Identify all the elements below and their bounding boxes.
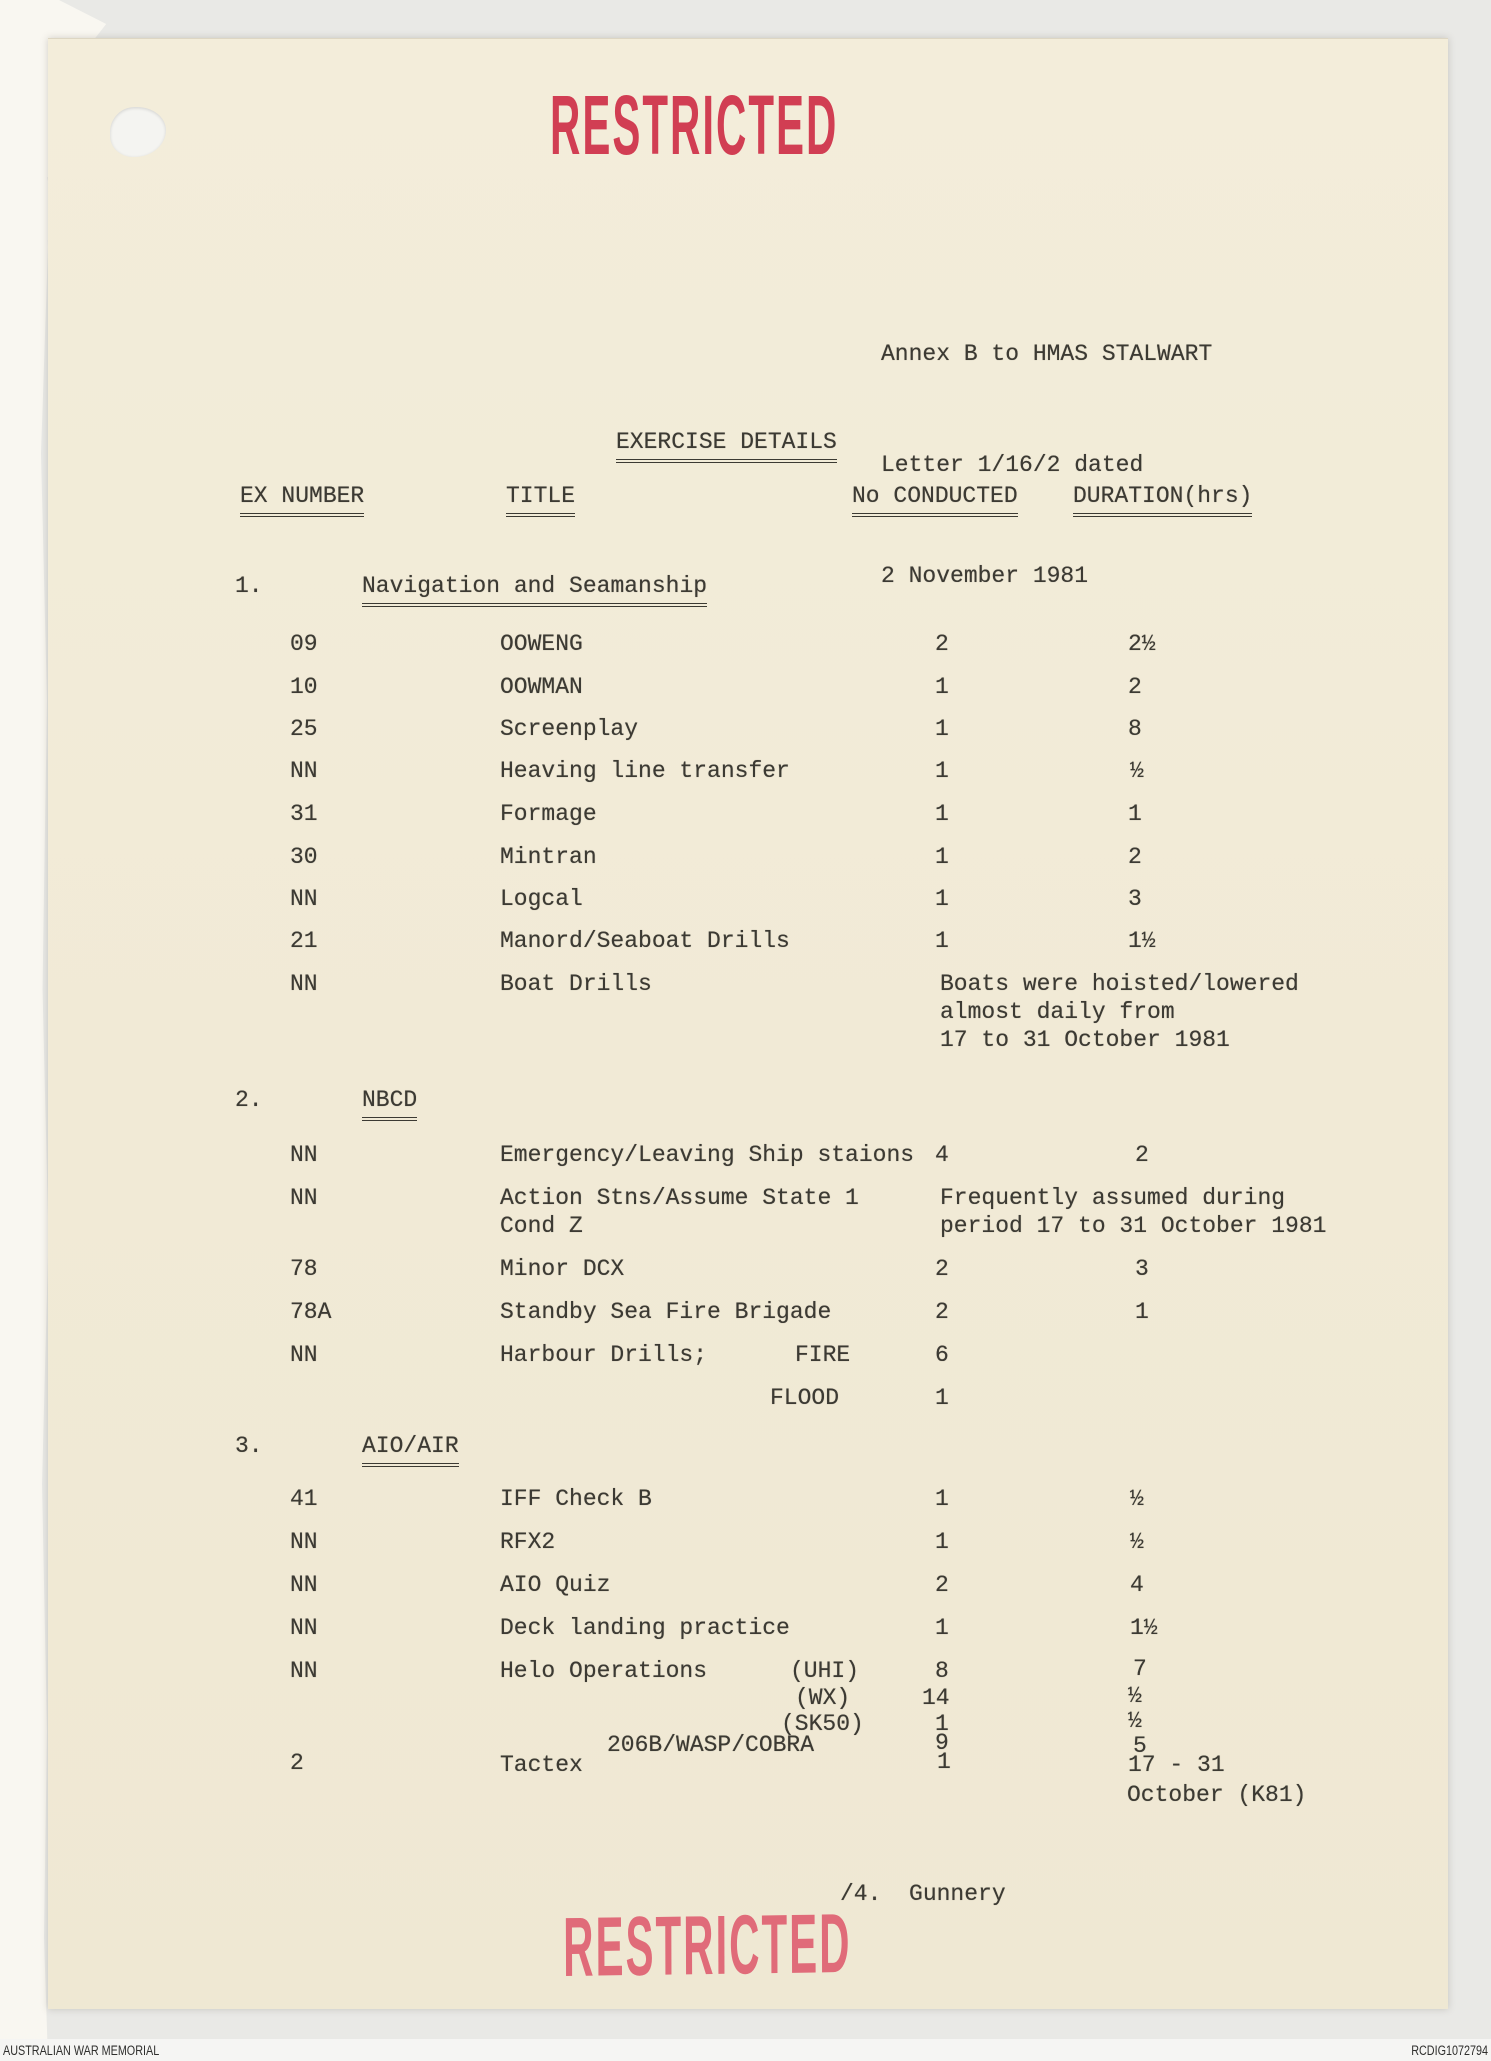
col-header-ex-number: EX NUMBER	[240, 482, 364, 517]
cell-no: 9	[935, 1730, 949, 1756]
continuation-note: /4. Gunnery	[840, 1881, 1006, 1907]
col-header-duration: DURATION(hrs)	[1073, 482, 1252, 517]
cell-no: 2	[935, 1299, 949, 1325]
scan-footer-bar	[0, 2039, 1491, 2061]
cell-duration: ½	[1130, 758, 1144, 784]
cell-duration-line2: October (K81)	[1127, 1782, 1307, 1808]
cell-ex: 41	[290, 1486, 318, 1512]
cell-title-line2: Cond Z	[500, 1213, 583, 1239]
cell-no: 1	[935, 674, 949, 700]
annex-line: 2 November 1981	[881, 563, 1089, 589]
section-number: 2.	[235, 1087, 263, 1113]
cell-no: 1	[935, 886, 949, 912]
cell-subtitle: (WX)	[795, 1685, 851, 1711]
cell-ex: NN	[290, 1615, 318, 1641]
cell-ex: NN	[290, 971, 318, 997]
cell-subtitle: FIRE	[795, 1342, 851, 1368]
restricted-stamp-bottom: RESTRICTED	[562, 1895, 852, 1994]
cell-duration: 17 - 31	[1128, 1752, 1225, 1778]
cell-ex: NN	[290, 758, 318, 784]
document-page	[48, 38, 1448, 2009]
cell-no: 1	[935, 1615, 949, 1641]
cell-note-line: period 17 to 31 October 1981	[940, 1213, 1327, 1239]
cell-title: AIO Quiz	[500, 1572, 611, 1598]
cell-ex: 21	[290, 928, 318, 954]
cell-no: 1	[935, 1529, 949, 1555]
cell-ex: 10	[290, 674, 318, 700]
punch-hole	[110, 107, 166, 157]
scan-torn-edge	[0, 0, 50, 2061]
cell-duration: 1½	[1130, 1615, 1158, 1641]
cell-no: 2	[935, 631, 949, 657]
cell-no: 1	[935, 716, 949, 742]
cell-title: Heaving line transfer	[500, 758, 790, 784]
cell-note-line: almost daily from	[940, 999, 1175, 1025]
cell-title: Emergency/Leaving Ship staions	[500, 1142, 915, 1168]
cell-duration: 2	[1135, 1142, 1149, 1168]
cell-ex: NN	[290, 1572, 318, 1598]
cell-no: 1	[935, 801, 949, 827]
cell-duration: ½	[1130, 1486, 1144, 1512]
cell-no: 14	[922, 1685, 950, 1711]
cell-no: 1	[935, 1385, 949, 1411]
cell-ex: 78A	[290, 1299, 332, 1325]
cell-ex: 30	[290, 844, 318, 870]
cell-title: Standby Sea Fire Brigade	[500, 1299, 832, 1325]
cell-ex: NN	[290, 1142, 318, 1168]
cell-title: Logcal	[500, 886, 583, 912]
cell-no: 1	[935, 844, 949, 870]
cell-subtitle: (SK50)	[781, 1711, 864, 1737]
cell-title: Deck landing practice	[500, 1615, 790, 1641]
cell-ex: NN	[290, 1658, 318, 1684]
cell-no: 8	[935, 1658, 949, 1684]
cell-duration: 3	[1128, 886, 1142, 912]
cell-no: 2	[935, 1256, 949, 1282]
col-header-no-conducted: No CONDUCTED	[852, 482, 1018, 517]
footer-archive-label: AUSTRALIAN WAR MEMORIAL	[3, 2042, 160, 2058]
cell-duration: 2	[1128, 674, 1142, 700]
cell-duration: 5	[1133, 1733, 1147, 1759]
cell-ex: 31	[290, 801, 318, 827]
cell-duration: 4	[1130, 1572, 1144, 1598]
cell-ex: NN	[290, 1185, 318, 1211]
cell-title: IFF Check B	[500, 1486, 652, 1512]
cell-note-line: 17 to 31 October 1981	[940, 1027, 1230, 1053]
section-heading: NBCD	[362, 1086, 417, 1121]
cell-subtitle: (UHI)	[790, 1658, 860, 1684]
section-number: 1.	[235, 573, 263, 599]
cell-title: RFX2	[500, 1529, 556, 1555]
cell-duration: 1	[1128, 801, 1142, 827]
cell-ex: 78	[290, 1256, 318, 1282]
cell-no: 6	[935, 1342, 949, 1368]
cell-no: 1	[937, 1749, 951, 1775]
footer-record-id: RCDIG1072794	[1411, 2042, 1488, 2058]
annex-reference	[881, 262, 1212, 669]
cell-title: Formage	[500, 801, 597, 827]
cell-duration: 2	[1128, 844, 1142, 870]
cell-subtitle: FLOOD	[770, 1385, 840, 1411]
cell-title: Screenplay	[500, 716, 639, 742]
cell-title: Mintran	[500, 844, 597, 870]
cell-no: 4	[935, 1142, 949, 1168]
section-heading: AIO/AIR	[362, 1432, 459, 1467]
cell-title: Minor DCX	[500, 1256, 625, 1282]
page-title: EXERCISE DETAILS	[616, 428, 837, 463]
cell-no: 1	[935, 758, 949, 784]
cell-title: Action Stns/Assume State 1	[500, 1185, 859, 1211]
cell-title: OOWMAN	[500, 674, 583, 700]
cell-no: 1	[935, 1486, 949, 1512]
cell-duration: 8	[1128, 716, 1142, 742]
cell-note-line: Frequently assumed during	[940, 1185, 1286, 1211]
cell-ex: 2	[290, 1750, 304, 1776]
section-number: 3.	[235, 1433, 263, 1459]
cell-duration: 1½	[1128, 928, 1156, 954]
cell-duration: ½	[1128, 1683, 1142, 1709]
restricted-stamp-top: RESTRICTED	[550, 78, 839, 172]
cell-no: 1	[935, 928, 949, 954]
cell-title: OOWENG	[500, 631, 583, 657]
cell-title: Boat Drills	[500, 971, 652, 997]
cell-duration: 7	[1133, 1656, 1147, 1682]
annex-line: Annex B to HMAS STALWART	[881, 341, 1213, 367]
cell-ex: 25	[290, 716, 318, 742]
cell-ex: 09	[290, 631, 318, 657]
cell-note-line: Boats were hoisted/lowered	[940, 971, 1299, 997]
cell-duration: 2½	[1128, 631, 1156, 657]
cell-inserted-title: 206B/WASP/COBRA	[607, 1732, 815, 1758]
cell-title: Harbour Drills;	[500, 1342, 708, 1368]
cell-ex: NN	[290, 1342, 318, 1368]
cell-duration: ½	[1128, 1708, 1142, 1734]
cell-title: Tactex	[500, 1752, 583, 1778]
cell-title: Manord/Seaboat Drills	[500, 928, 790, 954]
cell-duration: 1	[1135, 1299, 1149, 1325]
cell-ex: NN	[290, 1529, 318, 1555]
annex-line: Letter 1/16/2 dated	[881, 452, 1144, 478]
col-header-title: TITLE	[506, 482, 575, 517]
cell-no: 2	[935, 1572, 949, 1598]
cell-duration: 3	[1135, 1256, 1149, 1282]
cell-title: Helo Operations	[500, 1658, 708, 1684]
section-heading: Navigation and Seamanship	[362, 572, 707, 607]
cell-ex: NN	[290, 886, 318, 912]
cell-no: 1	[935, 1711, 949, 1737]
cell-duration: ½	[1130, 1529, 1144, 1555]
